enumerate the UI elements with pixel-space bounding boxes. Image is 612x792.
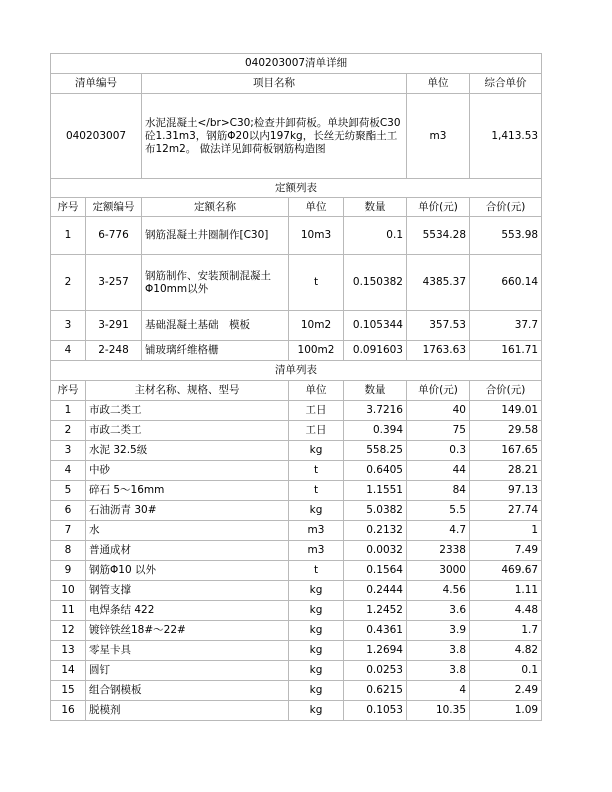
material-row [51,481,542,501]
material-total: 2.49 [470,681,542,701]
quota-no: 4 [51,341,86,361]
material-unit: kg [289,701,344,721]
material-price: 3.8 [407,641,470,661]
material-no: 16 [51,701,86,721]
material-header-total: 合价(元) [470,381,542,401]
bill-header-name: 项目名称 [142,74,407,94]
material-rows [51,401,542,721]
bill-header-unit: 单位 [407,74,470,94]
material-unit: t [289,481,344,501]
material-price: 3.6 [407,601,470,621]
material-no: 3 [51,441,86,461]
quota-qty: 0.150382 [344,255,407,311]
quota-header-total: 合价(元) [470,198,542,217]
quota-code: 2-248 [86,341,142,361]
material-no: 13 [51,641,86,661]
quota-header-name: 定额名称 [142,198,289,217]
material-section-row [51,361,542,381]
quota-row [51,341,542,361]
material-name: 市政二类工 [86,421,289,441]
quota-header-no: 序号 [51,198,86,217]
quota-no: 3 [51,311,86,341]
material-header-row [51,381,542,401]
quota-price: 4385.37 [407,255,470,311]
material-unit: 工日 [289,401,344,421]
material-total: 1.7 [470,621,542,641]
quota-qty: 0.1 [344,217,407,255]
material-total: 4.82 [470,641,542,661]
bill-unit: m3 [407,94,470,179]
material-price: 2338 [407,541,470,561]
material-total: 97.13 [470,481,542,501]
material-qty: 5.0382 [344,501,407,521]
material-price: 3000 [407,561,470,581]
bill-code: 040203007 [51,94,142,179]
material-unit: kg [289,501,344,521]
material-unit: kg [289,681,344,701]
material-row [51,461,542,481]
material-no: 5 [51,481,86,501]
material-price: 4 [407,681,470,701]
material-total: 0.1 [470,661,542,681]
material-qty: 0.0253 [344,661,407,681]
material-header-unit: 单位 [289,381,344,401]
material-name: 钢管支撑 [86,581,289,601]
quota-code: 6-776 [86,217,142,255]
material-price: 4.7 [407,521,470,541]
page-title: 040203007清单详细 [51,54,542,74]
quota-name: 钢筋混凝土井圈制作[C30] [142,217,289,255]
material-no: 11 [51,601,86,621]
material-qty: 3.7216 [344,401,407,421]
bill-detail-table [50,53,542,721]
material-row [51,621,542,641]
material-total: 27.74 [470,501,542,521]
material-name: 钢筋Φ10 以外 [86,561,289,581]
bill-row [51,94,542,179]
material-qty: 0.4361 [344,621,407,641]
material-name: 市政二类工 [86,401,289,421]
quota-total: 660.14 [470,255,542,311]
material-name: 中砂 [86,461,289,481]
material-unit: m3 [289,541,344,561]
quota-no: 2 [51,255,86,311]
material-no: 8 [51,541,86,561]
material-qty: 0.2444 [344,581,407,601]
material-name: 组合钢模板 [86,681,289,701]
quota-code: 3-257 [86,255,142,311]
quota-header-unit: 单位 [289,198,344,217]
quota-total: 37.7 [470,311,542,341]
quota-row [51,311,542,341]
material-price: 0.3 [407,441,470,461]
material-name: 零星卡具 [86,641,289,661]
material-price: 5.5 [407,501,470,521]
material-qty: 0.394 [344,421,407,441]
quota-price: 5534.28 [407,217,470,255]
quota-row [51,255,542,311]
material-total: 167.65 [470,441,542,461]
material-unit: kg [289,441,344,461]
material-no: 14 [51,661,86,681]
material-qty: 0.2132 [344,521,407,541]
material-total: 4.48 [470,601,542,621]
title-row [51,54,542,74]
material-no: 6 [51,501,86,521]
quota-price: 1763.63 [407,341,470,361]
material-name: 电焊条结 422 [86,601,289,621]
material-qty: 1.2694 [344,641,407,661]
material-row [51,561,542,581]
quota-row [51,217,542,255]
quota-header-row [51,198,542,217]
material-total: 7.49 [470,541,542,561]
quota-header-code: 定额编号 [86,198,142,217]
material-price: 3.9 [407,621,470,641]
quota-section-row [51,179,542,198]
quota-no: 1 [51,217,86,255]
material-name: 镀锌铁丝18#～22# [86,621,289,641]
material-price: 3.8 [407,661,470,681]
material-total: 1 [470,521,542,541]
bill-header-code: 清单编号 [51,74,142,94]
material-no: 15 [51,681,86,701]
material-price: 4.56 [407,581,470,601]
quota-unit: t [289,255,344,311]
material-name: 石油沥青 30# [86,501,289,521]
quota-code: 3-291 [86,311,142,341]
quota-name: 钢筋制作、安装预制混凝土Φ10mm以外 [142,255,289,311]
material-price: 75 [407,421,470,441]
material-qty: 0.0032 [344,541,407,561]
material-no: 4 [51,461,86,481]
material-no: 7 [51,521,86,541]
material-row [51,601,542,621]
material-row [51,661,542,681]
quota-name: 铺玻璃纤维格栅 [142,341,289,361]
material-name: 水 [86,521,289,541]
material-total: 28.21 [470,461,542,481]
material-no: 12 [51,621,86,641]
quota-price: 357.53 [407,311,470,341]
material-name: 脱模剂 [86,701,289,721]
material-qty: 0.6405 [344,461,407,481]
material-total: 1.09 [470,701,542,721]
material-unit: m3 [289,521,344,541]
quota-unit: 10m2 [289,311,344,341]
material-unit: t [289,461,344,481]
material-no: 1 [51,401,86,421]
material-total: 29.58 [470,421,542,441]
quota-section-title: 定额列表 [51,179,542,198]
material-row [51,441,542,461]
quota-header-qty: 数量 [344,198,407,217]
material-name: 普通成材 [86,541,289,561]
material-no: 10 [51,581,86,601]
material-header-no: 序号 [51,381,86,401]
material-unit: kg [289,601,344,621]
quota-qty: 0.105344 [344,311,407,341]
material-price: 84 [407,481,470,501]
material-row [51,681,542,701]
bill-header-price: 综合单价 [470,74,542,94]
bill-price: 1,413.53 [470,94,542,179]
bill-header-row [51,74,542,94]
material-no: 9 [51,561,86,581]
bill-name: 水泥混凝土</br>C30;检查井卸荷板。单块卸荷板C30砼1.31m3，钢筋Φ20以内197kg，长丝无纺聚酯土工布12m2。 做法详见卸荷板钢筋构造图 [142,94,407,179]
material-unit: kg [289,641,344,661]
quota-total: 161.71 [470,341,542,361]
material-header-name: 主材名称、规格、型号 [86,381,289,401]
material-row [51,401,542,421]
material-no: 2 [51,421,86,441]
quota-unit: 100m2 [289,341,344,361]
material-section-title: 清单列表 [51,361,542,381]
material-unit: t [289,561,344,581]
material-total: 469.67 [470,561,542,581]
quota-unit: 10m3 [289,217,344,255]
material-row [51,421,542,441]
material-row [51,641,542,661]
material-row [51,501,542,521]
material-unit: kg [289,661,344,681]
material-qty: 0.1564 [344,561,407,581]
material-total: 149.01 [470,401,542,421]
material-qty: 0.1053 [344,701,407,721]
material-total: 1.11 [470,581,542,601]
quota-total: 553.98 [470,217,542,255]
material-price: 40 [407,401,470,421]
quota-qty: 0.091603 [344,341,407,361]
material-row [51,521,542,541]
material-price: 10.35 [407,701,470,721]
material-qty: 1.1551 [344,481,407,501]
material-qty: 1.2452 [344,601,407,621]
material-row [51,701,542,721]
material-name: 圆钉 [86,661,289,681]
material-header-qty: 数量 [344,381,407,401]
material-row [51,541,542,561]
material-header-price: 单价(元) [407,381,470,401]
material-qty: 0.6215 [344,681,407,701]
quota-header-price: 单价(元) [407,198,470,217]
material-name: 碎石 5～16mm [86,481,289,501]
material-unit: kg [289,621,344,641]
material-row [51,581,542,601]
material-unit: kg [289,581,344,601]
quota-name: 基础混凝土基础 模板 [142,311,289,341]
material-qty: 558.25 [344,441,407,461]
material-name: 水泥 32.5级 [86,441,289,461]
material-unit: 工日 [289,421,344,441]
material-price: 44 [407,461,470,481]
